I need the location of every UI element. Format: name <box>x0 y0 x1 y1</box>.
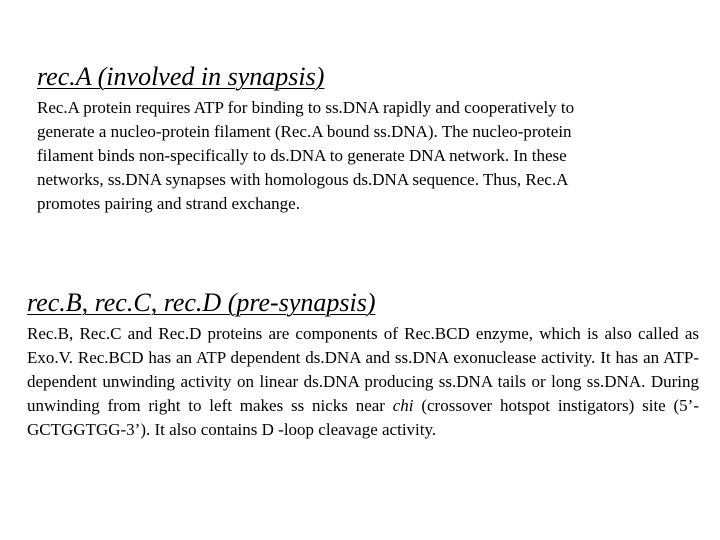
recbcd-description <box>27 322 699 442</box>
recbcd-heading: rec.B, rec.C, rec.D (pre-synapsis) <box>27 288 376 317</box>
chi-term: chi <box>392 396 414 415</box>
reca-line-4: networks, ss.DNA synapses with homologous ds.DNA sequence. Thus, Rec.A <box>37 170 569 189</box>
reca-heading: rec.A (involved in synapsis) <box>37 62 325 91</box>
reca-line-1: Rec.A protein requires ATP for binding to ss.DNA rapidly and cooperatively to <box>37 98 575 117</box>
reca-section <box>37 62 669 216</box>
reca-description <box>37 96 669 216</box>
reca-line-2: generate a nucleo-protein filament (Rec.A bound ss.DNA). The nucleo-protein <box>37 122 572 141</box>
reca-line-5: promotes pairing and strand exchange. <box>37 194 300 213</box>
recbcd-text-before-chi: Rec.B, Rec.C and Rec.D proteins are components of Rec.BCD enzyme, which is also called as Exo.V. Rec.BCD has an ATP dependent ds.DNA and ss.DNA exonuclease activity. It has an ATP-dependent unwinding activity on linear ds.DNA producing ss.DNA tails or long ss.DNA. During unwinding from right to left makes ss nicks near <box>27 324 699 415</box>
reca-line-3: filament binds non-specifically to ds.DNA to generate DNA network. In these <box>37 146 567 165</box>
recbcd-text-after-chi: (crossover hotspot instigators) site (5’-GCTGGTGG-3’). It also contains D -loop cleavage activity. <box>27 396 699 439</box>
recbcd-section <box>27 288 699 442</box>
